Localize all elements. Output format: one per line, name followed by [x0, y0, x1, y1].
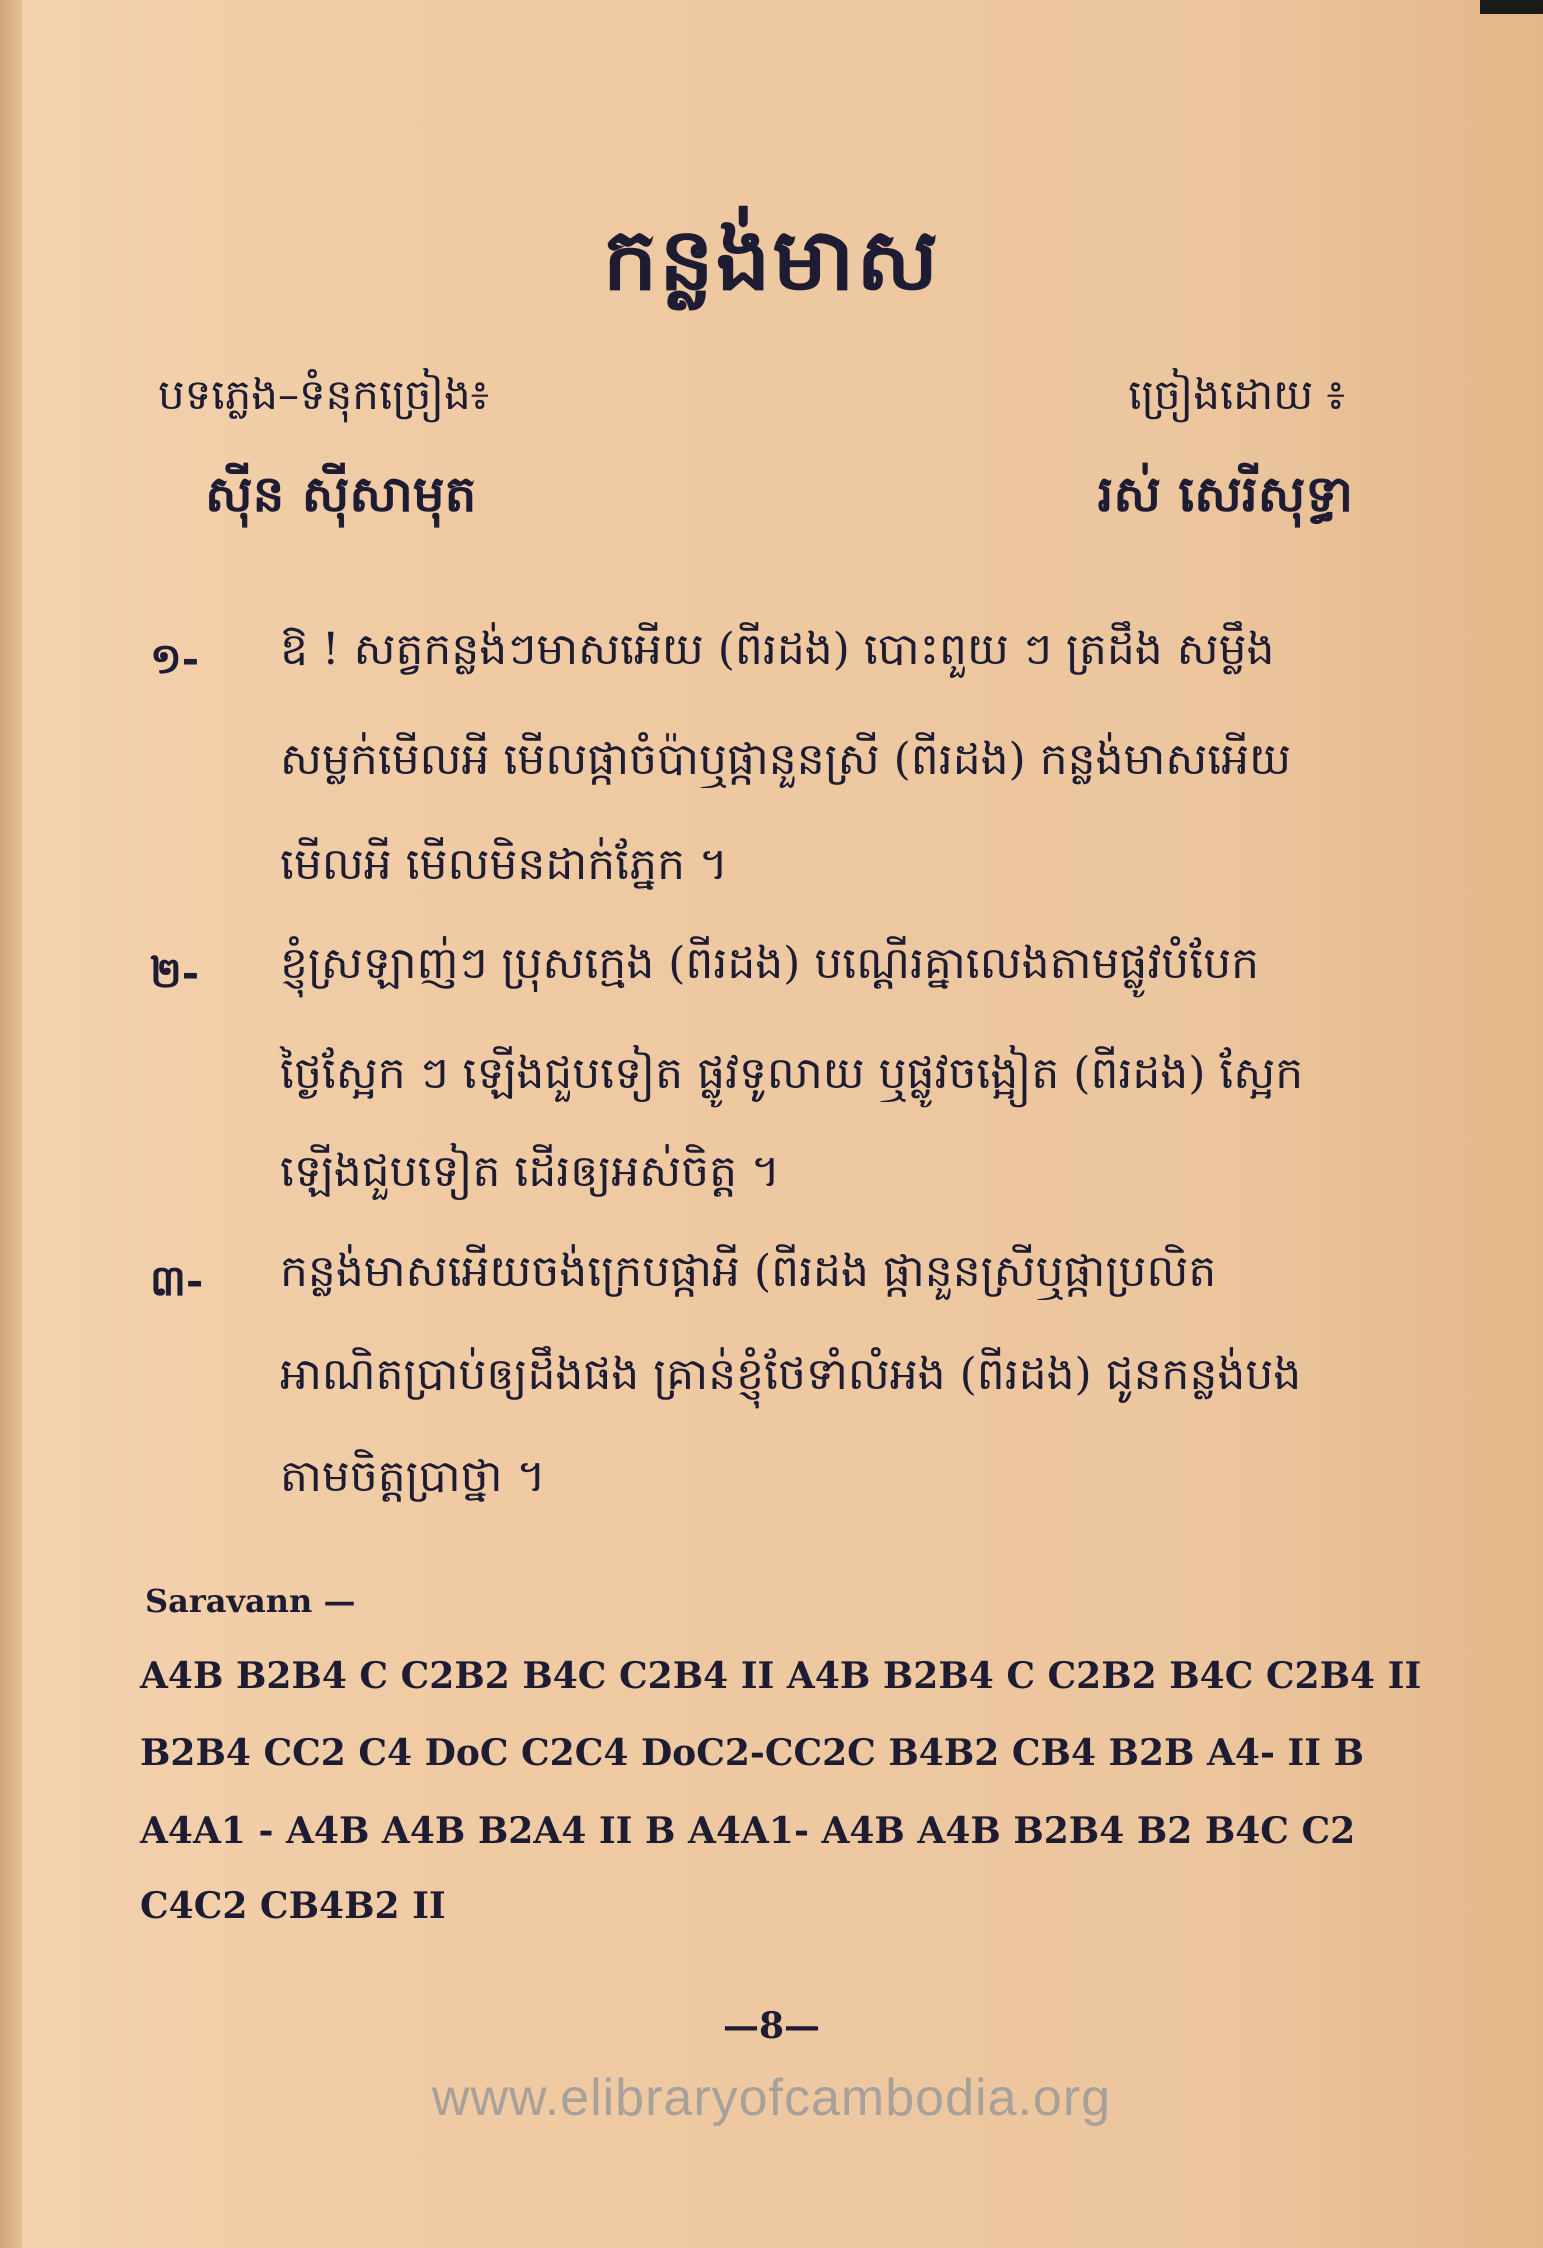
- lyric-line: តាមចិត្តប្រាថ្នា ។: [280, 1451, 546, 1502]
- notation-line: A4B B2B4 C C2B2 B4C C2B4 II A4B B2B4 C C2B2 B4C C2B4 II: [140, 1655, 1422, 1697]
- page-number: —8—: [722, 2005, 821, 2047]
- lyric-line: អាណិតប្រាប់ឲ្យដឹងផង គ្រាន់ខ្ញុំថែទាំលំអង (ពីរដង) ជូនកន្លង់បង: [280, 1349, 1302, 1400]
- notation-line: C4C2 CB4B2 II: [140, 1885, 446, 1927]
- notation-line: A4A1 - A4B A4B B2A4 II B A4A1- A4B A4B B2B4 B2 B4C C2: [140, 1810, 1356, 1852]
- composer-label: បទភ្លេង–ទំនុកច្រៀង៖: [158, 370, 490, 419]
- verse-number: ១-: [150, 634, 200, 683]
- verse-number: ៣-: [150, 1256, 204, 1305]
- lyric-line: ថ្ងៃស្អែក ៗ ឡើងជួបទៀត ផ្លូវទូលាយ ឬផ្លូវចង្អៀត (ពីរដង) ស្អែក: [280, 1048, 1304, 1099]
- lyric-line: ឱ ! សត្វកន្លង់ៗមាសអើយ (ពីរដង) បោះពួយ ៗ ត្រដឹង សម្លឹង: [280, 624, 1275, 675]
- song-title: កន្លង់មាស: [602, 209, 941, 310]
- notation-label: Saravann —: [145, 1582, 356, 1620]
- singer-name: រស់ សេរីសុទ្ធា: [1097, 464, 1353, 523]
- notation-line: B2B4 CC2 C4 DoC C2C4 DoC2-CC2C B4B2 CB4 B2B A4- II B: [140, 1732, 1365, 1774]
- lyric-line: ខ្ញុំស្រឡាញ់ៗ ប្រុសក្មេង (ពីរដង) បណ្ដើរគ្នាលេងតាមផ្លូវបំបែក: [280, 938, 1260, 989]
- lyric-line: មើលអី មើលមិនដាក់ភ្នែក ។: [280, 839, 728, 890]
- composer-name: ស៊ីន ស៊ីសាមុត: [205, 464, 477, 523]
- watermark: www.elibraryofcambodia.org: [431, 2069, 1112, 2127]
- scan-corner: [1480, 0, 1543, 14]
- singer-label: ច្រៀងដោយ ៖: [1128, 370, 1345, 419]
- lyric-line: សម្លក់មើលអី មើលផ្កាចំប៉ាឬផ្កានួនស្រី (ពីរដង) កន្លង់មាសអើយ: [280, 734, 1292, 785]
- verse-number: ២-: [150, 948, 200, 997]
- lyric-line: កន្លង់មាសអើយចង់ក្រេបផ្កាអី (ពីរដង ផ្កានួនស្រីឬផ្កាប្រលិត: [280, 1246, 1217, 1297]
- page-edge: [0, 0, 22, 2248]
- lyric-line: ឡើងជួបទៀត ដើរឲ្យអស់ចិត្ត ។: [280, 1146, 780, 1197]
